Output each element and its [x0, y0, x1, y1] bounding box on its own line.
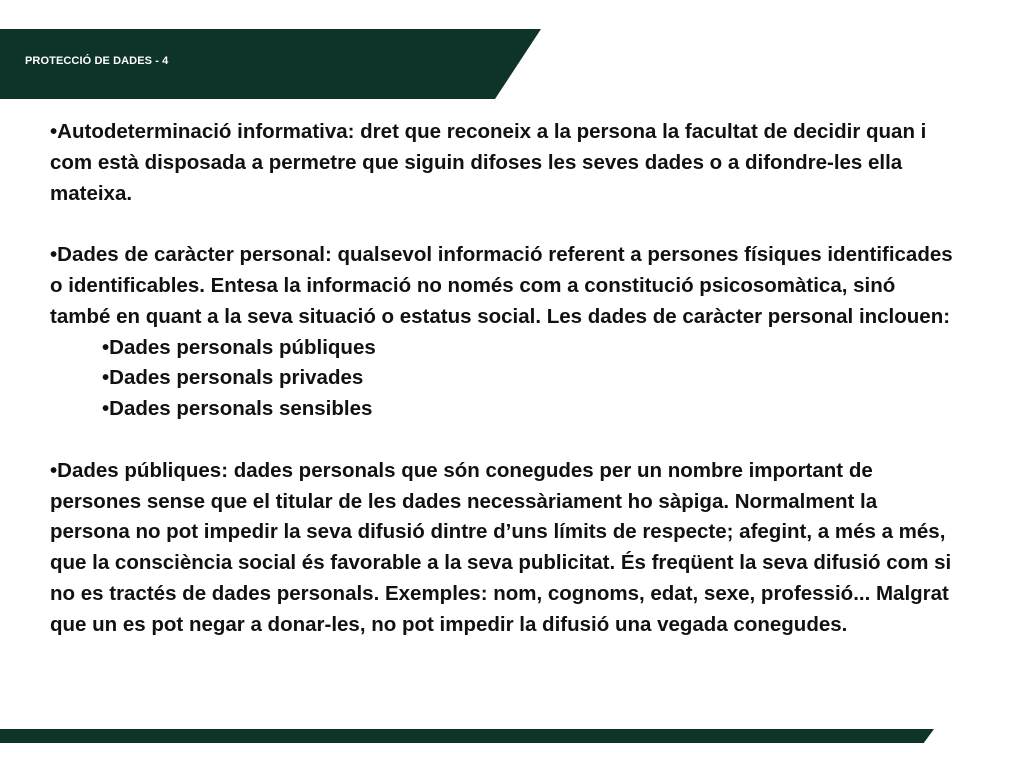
paragraph-dades-publiques: •Dades públiques: dades personals que són conegudes per un nombre important de persones sense que el titular de les dades necessàriament ho sàpiga. Normalment la persona no pot impedir la seva difusió dintre d’uns límits de respecte; afegint, a més a més, que la consciència social és favorable a la seva publicitat. És freqüent la seva difusió com si no es tractés de dades personals. Exemples: nom, cognoms, edat, sexe, professió... Malgrat que un es pot negar a donar-les, no pot impedir la difusió una vegada conegudes. — [50, 458, 952, 636]
paragraph-autodeterminacio: •Autodeterminació informativa: dret que reconeix a la persona la facultat de decidir quan i com està disposada a permetre que siguin difoses les seves dades o a difondre-les ella mateixa. — [50, 120, 927, 205]
slide-body — [50, 117, 955, 641]
slide-title: PROTECCIÓ DE DADES - 4 — [25, 55, 169, 67]
list-item: •Dades personals públiques — [102, 335, 376, 359]
paragraph-dades-caracter-personal: •Dades de caràcter personal: qualsevol informació referent a persones físiques identificades o identificables. Entesa la informació no només com a constitució psicosomàtica, sinó també en quant a la seva situació o estatus social. Les dades de caràcter personal inclouen: — [50, 243, 953, 328]
paragraph-dades-caracter-personal-block — [50, 240, 955, 425]
list-item: •Dades personals privades — [102, 366, 364, 390]
personal-data-types-list — [50, 333, 955, 425]
footer-bar — [0, 729, 934, 743]
list-item: •Dades personals sensibles — [102, 397, 373, 421]
